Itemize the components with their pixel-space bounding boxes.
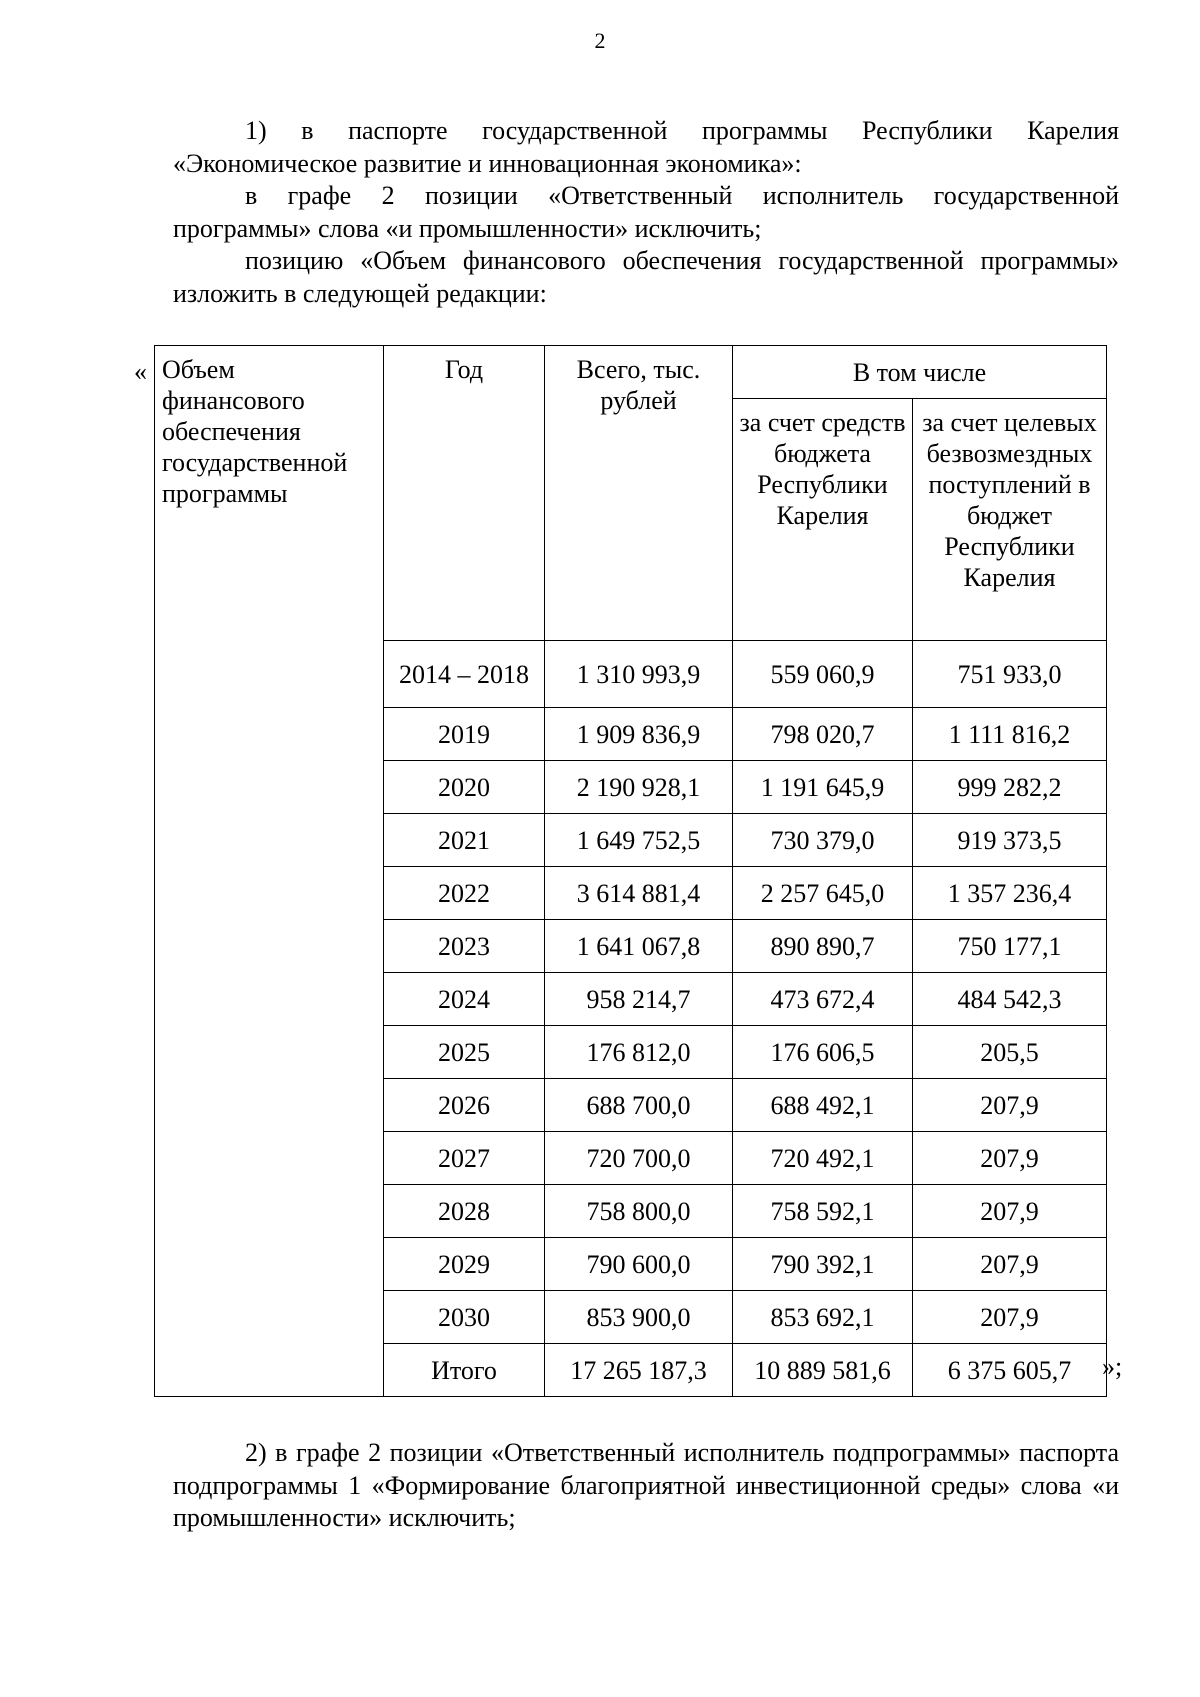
- cell-total: 176 812,0: [545, 1026, 733, 1079]
- cell-grants: 751 933,0: [913, 641, 1107, 708]
- close-quote: »;: [1102, 1352, 1123, 1381]
- cell-total: 688 700,0: [545, 1079, 733, 1132]
- outro-item-2: 2) в графе 2 позиции «Ответственный исполнитель подпрограммы» паспорта подпрограммы 1 «Формирование благоприятной инвестиционной среды» слова «и промышленности» исключить;: [173, 1438, 1119, 1532]
- cell-year: 2022: [384, 867, 545, 920]
- intro-responsible-executor: в графе 2 позиции «Ответственный исполнитель государственной программы» слова «и промышленности» исключить;: [173, 181, 1119, 243]
- cell-grants: 484 542,3: [913, 973, 1107, 1026]
- cell-total: 3 614 881,4: [545, 867, 733, 920]
- cell-total: 1 649 752,5: [545, 814, 733, 867]
- cell-total: 2 190 928,1: [545, 761, 733, 814]
- cell-grants: 999 282,2: [913, 761, 1107, 814]
- cell-budget: 10 889 581,6: [733, 1344, 913, 1397]
- header-including: В том числе: [733, 346, 1107, 399]
- cell-budget: 2 257 645,0: [733, 867, 913, 920]
- intro-item-1: 1) в паспорте государственной программы Республики Карелия «Экономическое развитие и инновационная экономика»:: [173, 116, 1119, 178]
- cell-grants: 207,9: [913, 1132, 1107, 1185]
- cell-year: 2019: [384, 708, 545, 761]
- header-grants: за счет целевых безвозмездных поступлений в бюджет Республики Карелия: [913, 399, 1107, 641]
- financing-table: [154, 345, 1107, 1397]
- header-budget: за счет средств бюджета Республики Карелия: [733, 399, 913, 641]
- cell-total: 958 214,7: [545, 973, 733, 1026]
- cell-grants: 750 177,1: [913, 920, 1107, 973]
- cell-total: 758 800,0: [545, 1185, 733, 1238]
- header-year: Год: [384, 346, 545, 641]
- cell-grants: 207,9: [913, 1238, 1107, 1291]
- cell-grants: 207,9: [913, 1291, 1107, 1344]
- table-header-row: [155, 346, 1107, 399]
- cell-total: 720 700,0: [545, 1132, 733, 1185]
- cell-total: 17 265 187,3: [545, 1344, 733, 1397]
- table-row-label: Объем финансового обеспечения государственной программы: [155, 346, 384, 1397]
- cell-year: 2026: [384, 1079, 545, 1132]
- cell-year: 2025: [384, 1026, 545, 1079]
- cell-year: 2030: [384, 1291, 545, 1344]
- cell-budget: 176 606,5: [733, 1026, 913, 1079]
- cell-budget: 1 191 645,9: [733, 761, 913, 814]
- cell-grants: 207,9: [913, 1079, 1107, 1132]
- cell-budget: 890 890,7: [733, 920, 913, 973]
- cell-year: Итого: [384, 1344, 545, 1397]
- cell-grants: 1 357 236,4: [913, 867, 1107, 920]
- cell-year: 2027: [384, 1132, 545, 1185]
- cell-budget: 798 020,7: [733, 708, 913, 761]
- cell-grants: 6 375 605,7: [913, 1344, 1107, 1397]
- cell-budget: 730 379,0: [733, 814, 913, 867]
- cell-total: 1 909 836,9: [545, 708, 733, 761]
- cell-budget: 473 672,4: [733, 973, 913, 1026]
- cell-budget: 559 060,9: [733, 641, 913, 708]
- cell-year: 2029: [384, 1238, 545, 1291]
- cell-grants: 207,9: [913, 1185, 1107, 1238]
- intro-paragraphs: [173, 115, 1119, 310]
- cell-year: 2023: [384, 920, 545, 973]
- cell-total: 790 600,0: [545, 1238, 733, 1291]
- cell-year: 2021: [384, 814, 545, 867]
- cell-budget: 720 492,1: [733, 1132, 913, 1185]
- open-quote: «: [134, 357, 147, 386]
- cell-budget: 790 392,1: [733, 1238, 913, 1291]
- outro-paragraph: [173, 1437, 1119, 1535]
- intro-financing-position: позицию «Объем финансового обеспечения государственной программы» изложить в следующей редакции:: [173, 246, 1119, 308]
- cell-total: 853 900,0: [545, 1291, 733, 1344]
- cell-year: 2024: [384, 973, 545, 1026]
- cell-budget: 688 492,1: [733, 1079, 913, 1132]
- cell-budget: 853 692,1: [733, 1291, 913, 1344]
- cell-grants: 205,5: [913, 1026, 1107, 1079]
- header-total: Всего, тыс. рублей: [545, 346, 733, 641]
- cell-grants: 1 111 816,2: [913, 708, 1107, 761]
- cell-total: 1 641 067,8: [545, 920, 733, 973]
- cell-total: 1 310 993,9: [545, 641, 733, 708]
- cell-year: 2020: [384, 761, 545, 814]
- cell-year: 2028: [384, 1185, 545, 1238]
- cell-year: 2014 – 2018: [384, 641, 545, 708]
- cell-budget: 758 592,1: [733, 1185, 913, 1238]
- page-number: 2: [594, 28, 606, 53]
- cell-grants: 919 373,5: [913, 814, 1107, 867]
